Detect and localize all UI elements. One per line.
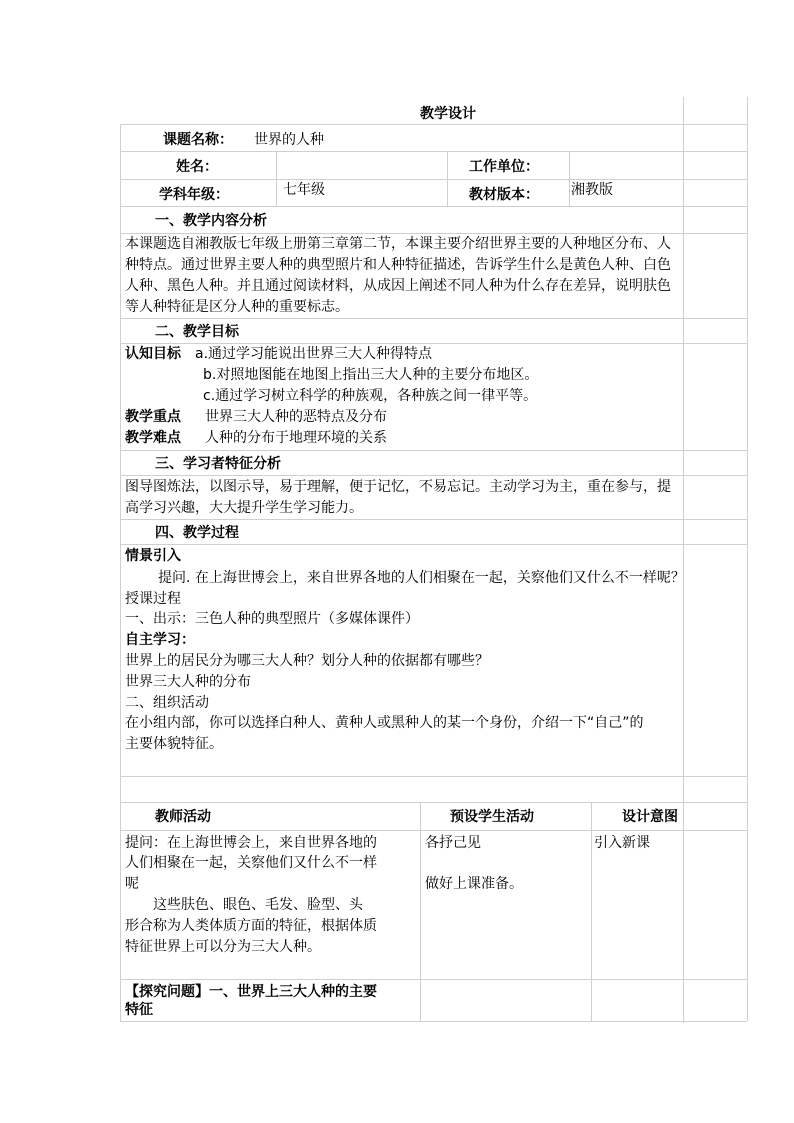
table-header-intent: 设计意图 (622, 809, 678, 825)
intro-label: 情景引入 (125, 548, 181, 564)
section3-heading: 三、学习者特征分析 (155, 456, 281, 472)
edition-value: 湘教版 (571, 182, 613, 198)
difficulty-value: 人种的分布于地理环境的关系 (205, 430, 387, 446)
goal-b: b.对照地图能在地图上指出三大人种的主要分布地区。 (203, 367, 539, 383)
student-line-2: 做好上课准备。 (425, 876, 523, 892)
step-1: 一、出示：三色人种的典型照片（多媒体课件） (125, 611, 419, 627)
self-study-label: 自主学习： (125, 632, 195, 648)
distribution-line: 世界三大人种的分布 (125, 674, 251, 690)
teacher-line-4: 这些肤色、眼色、毛发、脸型、头 (125, 897, 363, 913)
intro-question: 提问. 在上海世博会上，来自世界各地的人们相聚在一起，关察他们又什么不一样呢？ (158, 570, 685, 586)
table-header-teacher: 教师活动 (155, 809, 211, 825)
name-label: 姓名： (176, 159, 218, 175)
explore-line-2: 特征 (125, 1002, 153, 1018)
key-point-value: 世界三大人种的恶特点及分布 (205, 409, 387, 425)
difficulty-label: 教学难点 (125, 430, 181, 446)
activity-line-2: 主要体貌特征。 (125, 736, 223, 752)
activity-line-1: 在小组内部，你可以选择白种人、黄种人或黑种人的某一个身份，介绍一下“自己”的 (125, 715, 644, 731)
section1-heading: 一、教学内容分析 (155, 213, 267, 229)
intent-value: 引入新课 (594, 835, 650, 851)
topic-label: 课题名称： (163, 132, 233, 148)
goal-c: c.通过学习树立科学的种族观，各种族之间一律平等。 (203, 388, 538, 404)
section1-line-3: 人种、黑色人种。并且通过阅读材料，从成因上阐述不同人种为什么存在差异，说明肤色 (125, 278, 671, 294)
document-title: 教学设计 (420, 106, 476, 122)
teacher-line-2: 人们相聚在一起，关察他们又什么不一样 (125, 855, 377, 871)
key-point-label: 教学重点 (125, 409, 181, 425)
step-2: 二、组织活动 (125, 695, 209, 711)
cognitive-goal-label: 认知目标 (125, 346, 181, 362)
edition-label: 教材版本： (469, 187, 539, 203)
section3-line-1: 图导图炼法，以图示导，易于理解，便于记忆，不易忘记。主动学习为主，重在参与，提 (125, 479, 671, 495)
topic-value: 世界的人种 (254, 132, 324, 148)
section1-line-1: 本课题选自湘教版七年级上册第三章第二节，本课主要介绍世界主要的人种地区分布、人 (125, 236, 671, 252)
unit-label: 工作单位： (469, 159, 539, 175)
grade-label: 学科年级： (159, 187, 229, 203)
section1-line-4: 等人种特征是区分人种的重要标志。 (125, 299, 349, 315)
table-header-student: 预设学生活动 (450, 809, 534, 825)
student-line-1: 各抒己见 (425, 835, 481, 851)
self-study-question: 世界上的居民分为哪三大人种？划分人种的依据都有哪些？ (125, 653, 489, 669)
teacher-line-1: 提问：在上海世博会上，来自世界各地的 (125, 835, 377, 851)
teacher-line-3: 呢 (125, 876, 139, 892)
section4-heading: 四、教学过程 (155, 525, 239, 541)
grade-value: 七年级 (283, 182, 325, 198)
section1-line-2: 种特点。通过世界主要人种的典型照片和人种特征描述，告诉学生什么是黄色人种、白色 (125, 257, 671, 273)
goal-a: a.通过学习能说出世界三大人种得特点 (195, 346, 433, 362)
section2-heading: 二、教学目标 (155, 324, 239, 340)
teaching-process: 授课过程 (125, 591, 181, 607)
explore-line-1: 【探究问题】一、世界上三大人种的主要 (125, 984, 377, 1000)
teacher-line-6: 特征世界上可以分为三大人种。 (125, 939, 321, 955)
teacher-line-5: 形合称为人类体质方面的特征，根据体质 (125, 918, 377, 934)
section3-line-2: 高学习兴趣，大大提升学生学习能力。 (125, 500, 363, 516)
